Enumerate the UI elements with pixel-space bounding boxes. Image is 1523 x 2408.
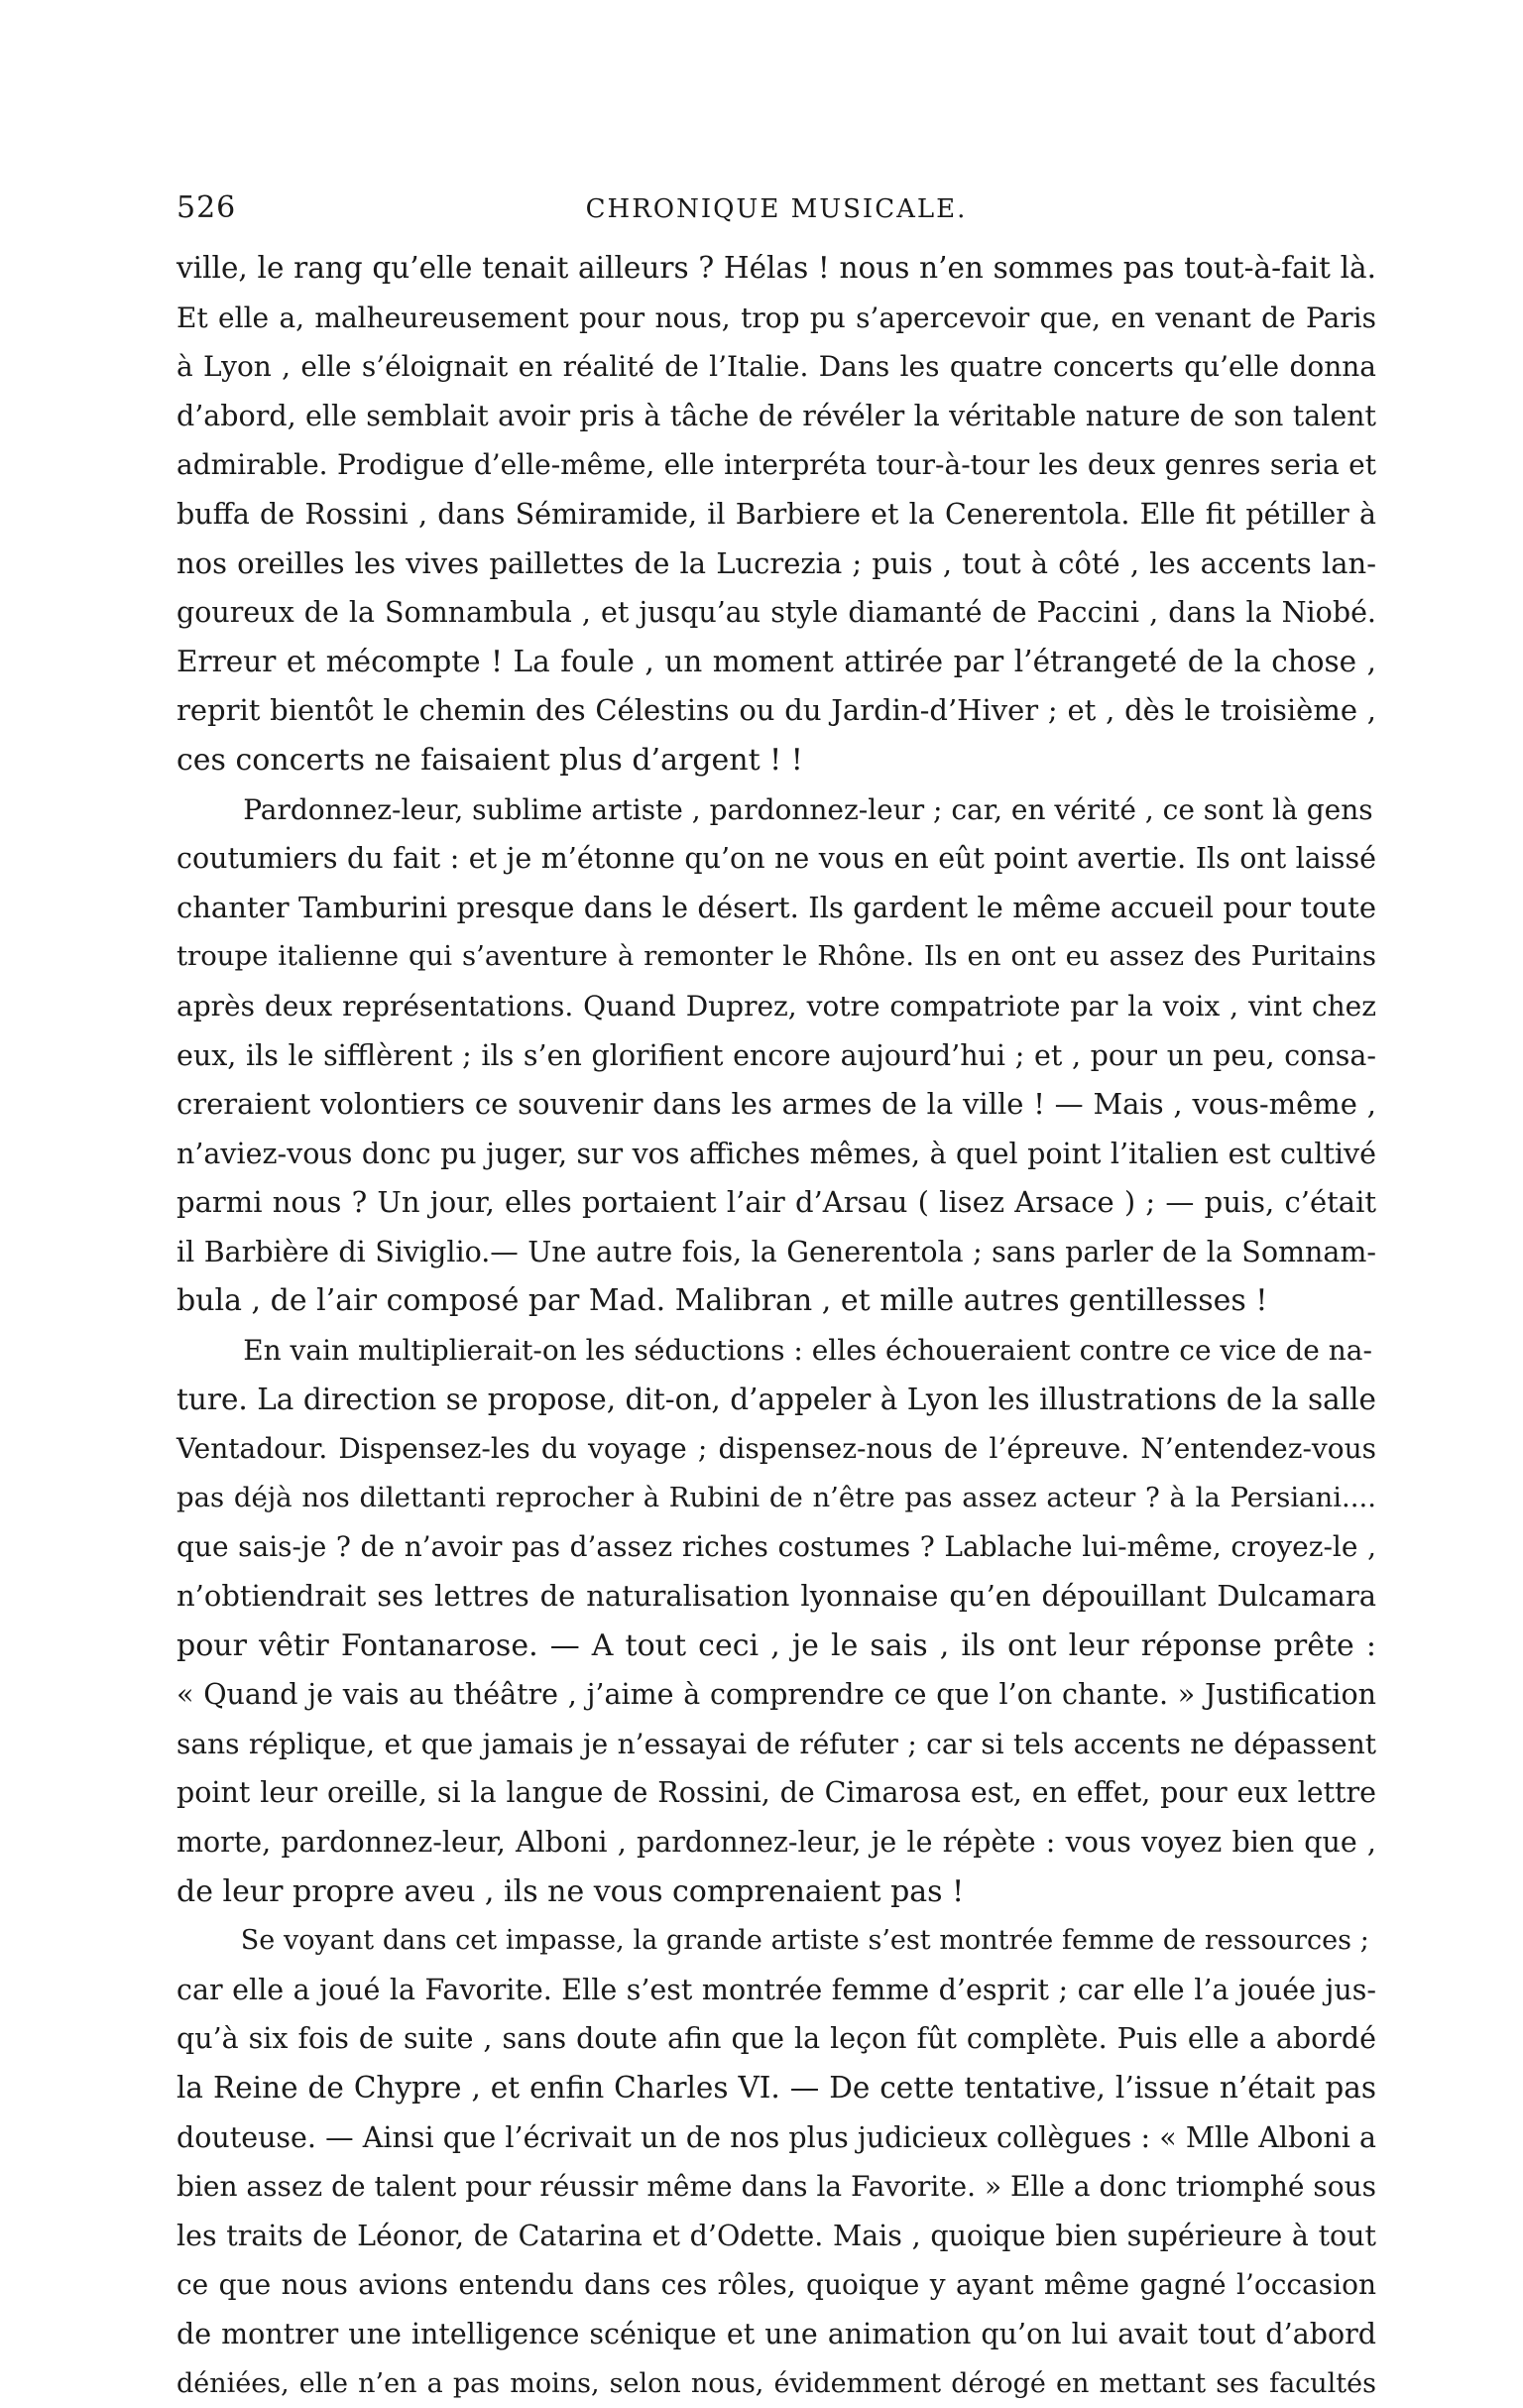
- text-line: n’aviez-vous donc pu juger, sur vos affiches mêmes, à quel point l’italien est cultivé: [176, 1137, 1376, 1170]
- text-line: de leur propre aveu , ils ne vous comprenaient pas !: [176, 1873, 965, 1909]
- text-line: à Lyon , elle s’éloignait en réalité de l’Italie. Dans les quatre concerts qu’elle donna: [176, 350, 1376, 384]
- text-line: les traits de Léonor, de Catarina et d’Odette. Mais , quoique bien supérieure à tout: [176, 2219, 1376, 2252]
- text-line: sans réplique, et que jamais je n’essayai de réfuter ; car si tels accents ne dépassent: [176, 1727, 1376, 1760]
- text-line: Et elle a, malheureusement pour nous, trop pu s’apercevoir que, en venant de Paris: [176, 301, 1376, 334]
- text-line: ture. La direction se propose, dit-on, d’appeler à Lyon les illustrations de la salle: [176, 1382, 1376, 1416]
- text-line: ces concerts ne faisaient plus d’argent ! !: [176, 742, 803, 778]
- text-line: de montrer une intelligence scénique et une animation qu’on lui avait tout d’abord: [176, 2317, 1376, 2350]
- text-line: pas déjà nos dilettanti reprocher à Rubini de n’être pas assez acteur ? à la Persiani....: [176, 1481, 1376, 1513]
- text-line: après deux représentations. Quand Duprez, votre compatriote par la voix , vint chez: [176, 989, 1376, 1023]
- text-line: buffa de Rossini , dans Sémiramide, il Barbiere et la Cenerentola. Elle fit pétiller à: [176, 497, 1376, 531]
- running-head: [176, 190, 1376, 236]
- text-line: ville, le rang qu’elle tenait ailleurs ? Hélas ! nous n’en sommes pas tout-à-fait là.: [176, 251, 1376, 285]
- text-line: parmi nous ? Un jour, elles portaient l’air d’Arsau ( lisez Arsace ) ; — puis, c’était: [176, 1185, 1376, 1220]
- running-title: CHRONIQUE MUSICALE.: [585, 194, 968, 224]
- text-line: car elle a joué la Favorite. Elle s’est montrée femme d’esprit ; car elle l’a jouée jus-: [176, 1973, 1376, 2006]
- text-line: admirable. Prodigue d’elle-même, elle interpréta tour-à-tour les deux genres seria et: [176, 448, 1376, 482]
- text-line: que sais-je ? de n’avoir pas d’assez riches costumes ? Lablache lui-même, croyez-le ,: [176, 1530, 1376, 1564]
- text-line: bien assez de talent pour réussir même dans la Favorite. » Elle a donc triomphé sous: [176, 2170, 1376, 2204]
- text-line: reprit bientôt le chemin des Célestins ou du Jardin-d’Hiver ; et , dès le troisième ,: [176, 693, 1376, 728]
- text-line: Pardonnez-leur, sublime artiste , pardonnez-leur ; car, en vérité , ce sont là gens: [243, 792, 1373, 826]
- text-line: douteuse. — Ainsi que l’écrivait un de nos plus judicieux collègues : « Mlle Alboni a: [176, 2120, 1376, 2154]
- text-line: Se voyant dans cet impasse, la grande artiste s’est montrée femme de ressources ;: [240, 1925, 1369, 1957]
- text-line: eux, ils le sifflèrent ; ils s’en glorifient encore aujourd’hui ; et , pour un peu, consa-: [176, 1038, 1376, 1072]
- text-line: pour vêtir Fontanarose. — A tout ceci , je le sais , ils ont leur réponse prête :: [176, 1627, 1376, 1663]
- text-line: Ventadour. Dispensez-les du voyage ; dispensez-nous de l’épreuve. N’entendez-vous: [176, 1432, 1376, 1466]
- page: [176, 190, 1376, 2408]
- text-line: nos oreilles les vives paillettes de la Lucrezia ; puis , tout à côté , les accents lan-: [176, 545, 1376, 580]
- text-line: creraient volontiers ce souvenir dans les armes de la ville ! — Mais , vous-même ,: [176, 1087, 1376, 1122]
- text-line: chanter Tamburini presque dans le désert. Ils gardent le même accueil pour toute: [176, 890, 1376, 924]
- text-line: troupe italienne qui s’aventure à remonter le Rhône. Ils en ont eu assez des Puritains: [176, 940, 1376, 973]
- text-line: point leur oreille, si la langue de Rossini, de Cimarosa est, en effet, pour eux lettre: [176, 1776, 1376, 1810]
- text-line: la Reine de Chypre , et enfin Charles VI. — De cette tentative, l’issue n’était pas: [176, 2070, 1376, 2105]
- body-text: [176, 244, 1376, 2408]
- text-line: ce que nous avions entendu dans ces rôles, quoique y ayant même gagné l’occasion: [176, 2268, 1376, 2302]
- text-line: déniées, elle n’en a pas moins, selon nous, évidemment dérogé en mettant ses facultés: [176, 2367, 1376, 2399]
- text-line: d’abord, elle semblait avoir pris à tâche de révéler la véritable nature de son talent: [176, 399, 1376, 432]
- text-line: n’obtiendrait ses lettres de naturalisation lyonnaise qu’en dépouillant Dulcamara: [176, 1579, 1376, 1614]
- text-line: goureux de la Somnambula , et jusqu’au style diamanté de Paccini , dans la Niobé.: [176, 596, 1376, 630]
- text-line: coutumiers du fait : et je m’étonne qu’on ne vous en eût point avertie. Ils ont laissé: [176, 842, 1376, 876]
- text-line: il Barbière di Siviglio.— Une autre fois, la Generentola ; sans parler de la Somnam-: [176, 1235, 1376, 1268]
- text-line: Erreur et mécompte ! La foule , un moment attirée par l’étrangeté de la chose ,: [176, 644, 1376, 678]
- text-line: « Quand je vais au théâtre , j’aime à comprendre ce que l’on chante. » Justification: [176, 1678, 1376, 1712]
- text-line: morte, pardonnez-leur, Alboni , pardonnez-leur, je le répète : vous voyez bien que ,: [176, 1826, 1376, 1859]
- text-line: bula , de l’air composé par Mad. Malibran , et mille autres gentillesses !: [176, 1283, 1268, 1319]
- page-number: 526: [176, 190, 237, 225]
- text-line: qu’à six fois de suite , sans doute afin que la leçon fût complète. Puis elle a abordé: [176, 2022, 1376, 2056]
- text-line: En vain multiplierait-on les séductions : elles échoueraient contre ce vice de na-: [243, 1334, 1372, 1368]
